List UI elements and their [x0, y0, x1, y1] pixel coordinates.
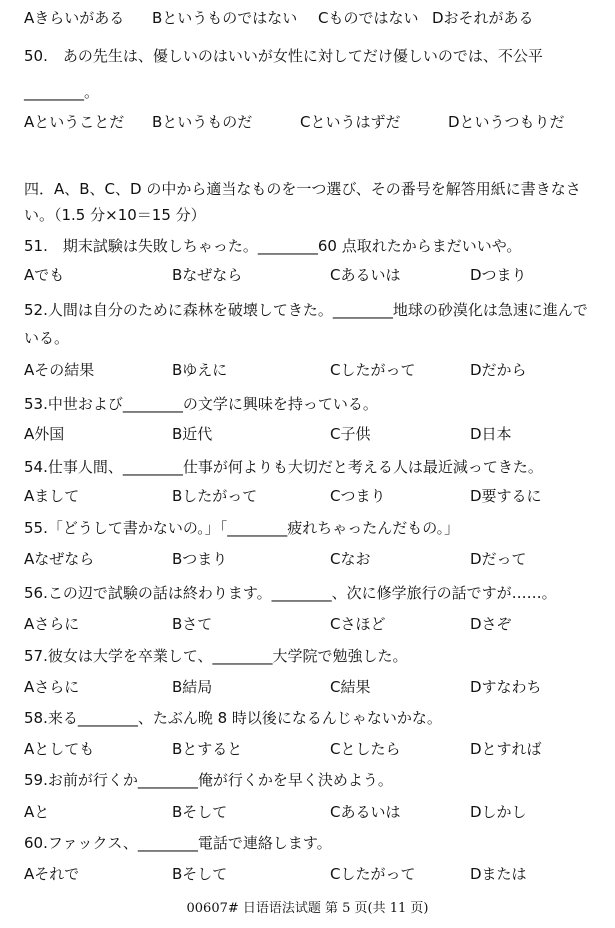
q53-option-a: A外国: [24, 425, 65, 443]
q57-option-c: C結果: [330, 678, 371, 696]
page-footer: 00607# 日语语法试题 第 5 页(共 11 页): [186, 901, 429, 916]
q56-option-b: Bさて: [172, 615, 213, 633]
q55-option-a: Aなぜなら: [24, 550, 95, 568]
q58-option-d: Dとすれば: [470, 740, 542, 758]
q51-text: 51. 期末試験は失敗しちゃった。________60 点取れたからまだいいや。: [24, 237, 522, 255]
q60-option-d: Dまたは: [470, 865, 527, 883]
q58-option-a: Aとしても: [24, 740, 95, 758]
q58-option-b: Bとすると: [172, 740, 243, 758]
q52-option-b: Bゆえに: [172, 361, 228, 379]
q50-text: 50. あの先生は、優しいのはいいが女性に対してだけ優しいのでは、不公平: [24, 47, 543, 65]
q51-option-b: Bなぜなら: [172, 266, 243, 284]
q50-option-a: Aということだ: [24, 113, 125, 131]
q56-option-d: Dさぞ: [470, 615, 512, 633]
q53-option-b: B近代: [172, 425, 213, 443]
q50-option-b: Bというものだ: [152, 113, 253, 131]
q53-text: 53.中世および________の文学に興味を持っている。: [24, 395, 378, 413]
q54-option-d: D要するに: [470, 487, 542, 505]
q54-option-c: Cつまり: [330, 487, 386, 505]
q59-option-a: Aと: [24, 803, 50, 821]
q60-text: 60.ファックス、________電話で連絡します。: [24, 834, 332, 852]
q57-text: 57.彼女は大学を卒業して、________大学院で勉強した。: [24, 647, 408, 665]
q60-option-c: Cしたがって: [330, 865, 416, 883]
q55-option-b: Bつまり: [172, 550, 228, 568]
q50-option-c: Cというはずだ: [300, 113, 401, 131]
q59-text: 59.お前が行くか________俺が行くかを早く決めよう。: [24, 771, 393, 789]
q59-option-d: Dしかし: [470, 803, 527, 821]
q53-option-d: D日本: [470, 425, 512, 443]
q60-option-b: Bそして: [172, 865, 228, 883]
q50-blank: ________。: [24, 83, 100, 101]
q55-option-c: Cなお: [330, 550, 371, 568]
q52-option-c: Cしたがって: [330, 361, 416, 379]
q54-option-a: Aまして: [24, 487, 80, 505]
q56-option-c: Cさほど: [330, 615, 386, 633]
q51-option-c: Cあるいは: [330, 266, 401, 284]
q49-option-a: Aきらいがある: [24, 9, 125, 27]
q53-option-c: C子供: [330, 425, 371, 443]
q52-option-a: Aその結果: [24, 361, 95, 379]
q55-text: 55.「どうして書かないの。」「________疲れちゃったんだもの。」: [24, 519, 460, 537]
q59-option-c: Cあるいは: [330, 803, 401, 821]
q54-text: 54.仕事人間、________仕事が何よりも大切だと考える人は最近減ってきた。: [24, 458, 543, 476]
q58-option-c: Cとしたら: [330, 740, 401, 758]
q52-option-d: Dだから: [470, 361, 527, 379]
q60-option-a: Aそれで: [24, 865, 80, 883]
q57-option-d: Dすなわち: [470, 678, 542, 696]
q52-text: 52.人間は自分のために森林を破壊してきた。________地球の砂漠化は急速に進んでいる。: [24, 301, 588, 347]
q55-option-d: Dだって: [470, 550, 527, 568]
q49-option-d: Dおそれがある: [432, 9, 534, 27]
section-4-heading: 四．A、B、C、D の中から適当なものを一つ選び、その番号を解答用紙に書きなさい。（1.5 分×10＝15 分）: [24, 180, 581, 224]
q51-option-a: Aでも: [24, 266, 65, 284]
q51-option-d: Dつまり: [470, 266, 527, 284]
q57-option-a: Aさらに: [24, 678, 80, 696]
q54-option-b: Bしたがって: [172, 487, 258, 505]
q58-text: 58.来る________、たぶん晩 8 時以後になるんじゃないかな。: [24, 709, 442, 727]
q49-option-c: Cものではない: [318, 9, 419, 27]
q56-text: 56.この辺で試験の話は終わります。________、次に修学旅行の話ですが……。: [24, 584, 557, 602]
q49-option-b: Bというものではない: [152, 9, 298, 27]
q56-option-a: Aさらに: [24, 615, 80, 633]
q57-option-b: B結局: [172, 678, 213, 696]
q59-option-b: Bそして: [172, 803, 228, 821]
q50-option-d: Dというつもりだ: [448, 113, 565, 131]
